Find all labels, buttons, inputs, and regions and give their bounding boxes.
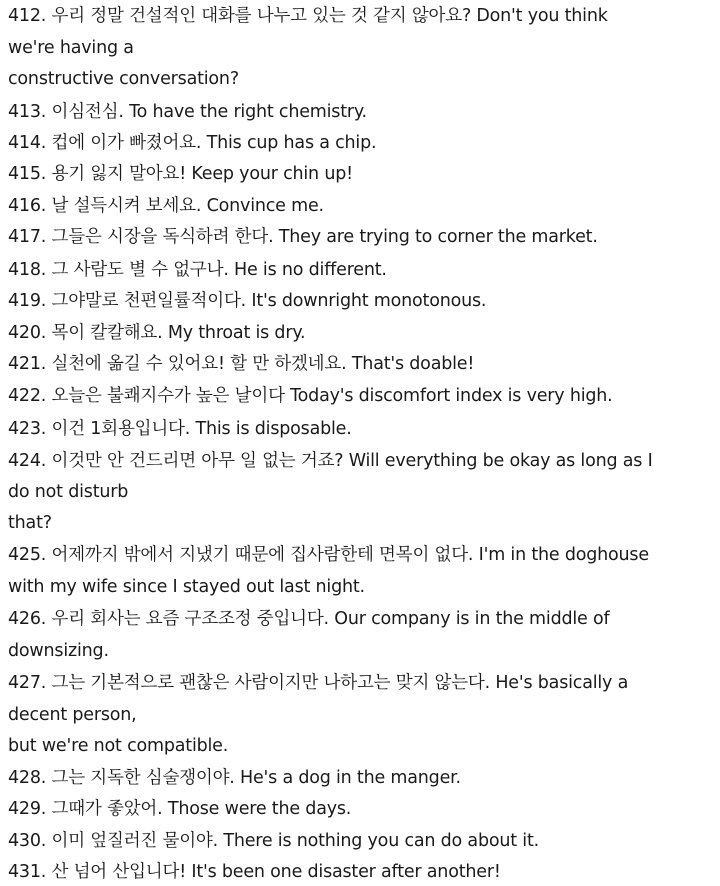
text-line: 426. 우리 회사는 요즘 구조조정 중입니다. Our company is in the middle of <box>8 609 610 629</box>
text-line: with my wife since I stayed out last night. <box>8 577 365 597</box>
text-line: that? <box>8 513 52 533</box>
text-line: 422. 오늘은 불쾌지수가 높은 날이다 Today's discomfort index is very high. <box>8 386 613 406</box>
text-line: 416. 날 설득시켜 보세요. Convince me. <box>8 196 324 216</box>
text-line: 412. 우리 정말 건설적인 대화를 나누고 있는 것 같지 않아요? Don't you think <box>8 6 608 26</box>
text-line: 414. 컵에 이가 빠졌어요. This cup has a chip. <box>8 133 377 153</box>
text-line: 421. 실천에 옮길 수 있어요! 할 만 하겠네요. That's doable! <box>8 354 475 374</box>
text-line: 415. 용기 잃지 말아요! Keep your chin up! <box>8 164 353 184</box>
text-line: 431. 산 넘어 산입니다! It's been one disaster after another! <box>8 862 501 882</box>
text-line: we're having a <box>8 38 134 58</box>
text-line: but we're not compatible. <box>8 736 229 756</box>
text-line: 413. 이심전심. To have the right chemistry. <box>8 102 367 122</box>
text-line: 417. 그들은 시장을 독식하려 한다. They are trying to corner the market. <box>8 227 598 247</box>
text-line: constructive conversation? <box>8 69 239 89</box>
text-line: downsizing. <box>8 641 109 661</box>
text-line: 430. 이미 엎질러진 물이야. There is nothing you can do about it. <box>8 831 539 851</box>
text-line: 420. 목이 칼칼해요. My throat is dry. <box>8 323 306 343</box>
text-line: 428. 그는 지독한 심술쟁이야. He's a dog in the manger. <box>8 768 461 788</box>
text-line: 423. 이건 1회용입니다. This is disposable. <box>8 419 352 439</box>
text-line: decent person, <box>8 705 137 725</box>
text-line: 427. 그는 기본적으로 괜찮은 사람이지만 나하고는 맞지 않는다. He's basically a <box>8 673 629 693</box>
text-line: 419. 그야말로 천편일률적이다. It's downright monotonous. <box>8 291 487 311</box>
text-line: do not disturb <box>8 482 129 502</box>
text-line: 429. 그때가 좋았어. Those were the days. <box>8 799 352 819</box>
text-line: 425. 어제까지 밖에서 지냈기 때문에 집사람한테 면목이 없다. I'm in the doghouse <box>8 545 649 565</box>
text-line: 424. 이것만 안 건드리면 아무 일 없는 거죠? Will everything be okay as long as I <box>8 451 653 471</box>
text-line: 418. 그 사람도 별 수 없구나. He is no different. <box>8 260 387 280</box>
